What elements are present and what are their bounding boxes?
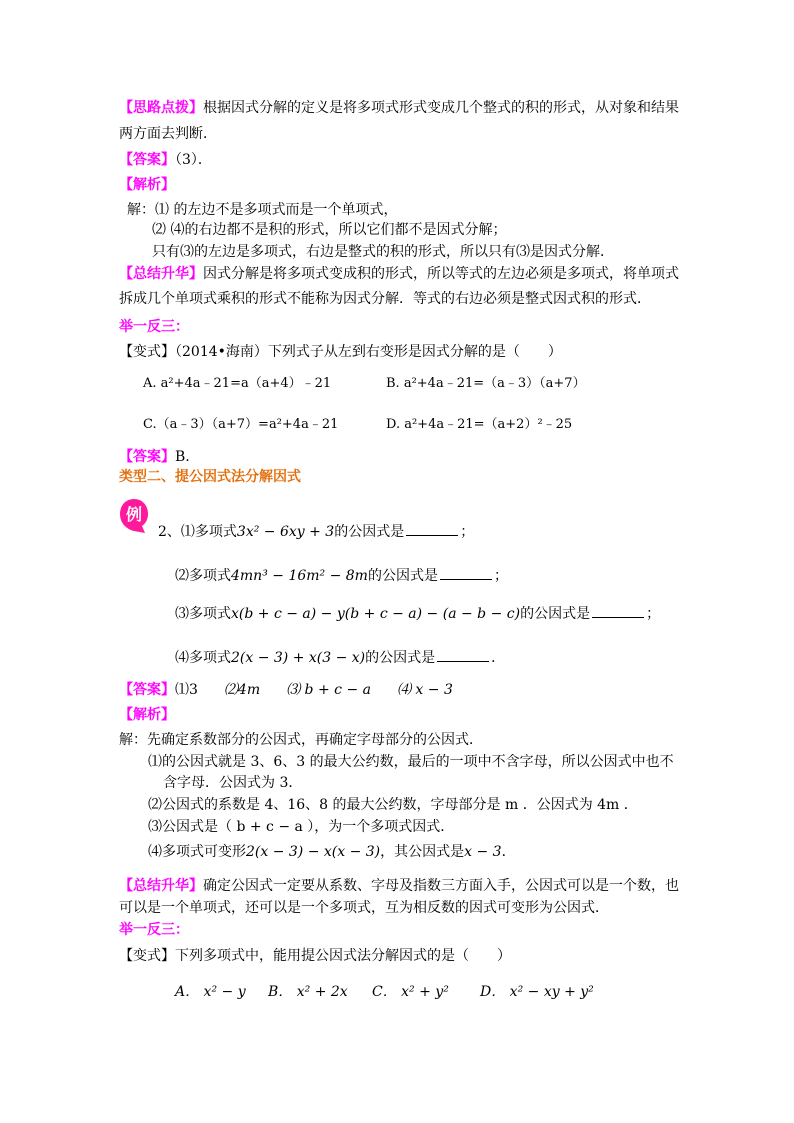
tag-answer: 【答案】 [119, 152, 175, 168]
jiexi-line-2: ⑵ ⑷的右边都不是积的形式，所以它们都不是因式分解； [152, 222, 507, 238]
zongjie2-line-1 [119, 876, 679, 896]
option-a-2: A． x² − y [175, 984, 246, 1000]
answer-value-2: B. [175, 449, 190, 465]
q-line-3 [175, 603, 660, 624]
q-number: 2、 [158, 524, 181, 540]
bianshi-2: 【变式】下列多项式中，能用提公因式法分解因式的是（ ） [119, 948, 511, 964]
tag-zongjie: 【总结升华】 [119, 266, 203, 282]
zongjie-line-1 [119, 264, 679, 284]
silu-text-2: 两方面去判断． [119, 126, 217, 142]
q1-blank [406, 521, 458, 536]
q3-expr: x(b + c − a) − y(b + c − a) − (a − b − c) [231, 606, 521, 622]
q1-pre: ⑴多项式 [180, 524, 237, 540]
jiexi-line-3: 只有⑶的左边是多项式，右边是整式的积的形式，所以只有⑶是因式分解． [152, 244, 614, 260]
j4-pre: ⑷多项式可变形 [148, 844, 246, 860]
option-b-2: B． x² + 2x [268, 984, 348, 1000]
juyi-heading-1: 举一反三： [119, 319, 189, 335]
ans-1: ⑴3 [175, 682, 198, 698]
q-line-1 [158, 521, 474, 542]
q1-expr: 3x² − 6xy + 3 [236, 524, 335, 540]
answer-line-3 [119, 680, 453, 700]
jiexi2-line-0: 解：先确定系数部分的公因式，再确定字母部分的公因式． [119, 732, 483, 748]
zongjie2-text-1: 确定公因式一定要从系数、字母及指数三方面入手，公因式可以是一个数，也 [203, 878, 679, 894]
q4-period: ． [491, 650, 506, 666]
juyi-heading-2: 举一反三： [119, 922, 189, 938]
silu-line-1 [119, 98, 679, 118]
tag-jiexi-1: 【解析】 [119, 177, 175, 193]
ans-2: ⑵4m [223, 682, 261, 698]
j4-ans: x − 3 [464, 844, 502, 860]
bianshi-1: 【变式】（2014•海南）下列式子从左到右变形是因式分解的是（ ） [119, 344, 562, 360]
zongjie2-text-2: 可以是一个单项式，还可以是一个多项式，互为相反数的因式可变形为公因式． [119, 900, 609, 916]
type-title: 类型二、提公因式法分解因式 [119, 469, 301, 485]
q4-pre: ⑷多项式 [175, 650, 231, 666]
jiexi2-line-2: ⑵公因式的系数是 4、16、8 的最大公约数，字母部分是 m ．公因式为 4m ． [148, 797, 638, 813]
q3-semi: ； [646, 606, 661, 622]
q2-post: 的公因式是 [367, 568, 438, 584]
silu-text-1: 根据因式分解的定义是将多项式形式变成几个整式的积的形式，从对象和结果 [203, 100, 679, 116]
tag-jiexi-2: 【解析】 [119, 707, 175, 723]
jiexi2-line-1a: ⑴的公因式就是 3、6、3 的最大公约数，最后的一项中不含字母，所以公因式中也不 [148, 754, 674, 770]
tag-answer-3: 【答案】 [119, 682, 175, 698]
jiexi2-line-4 [148, 842, 516, 862]
q2-blank [440, 565, 492, 580]
q1-semi: ； [460, 524, 475, 540]
option-b-1: B. a²+4a﹣21=（a﹣3）（a+7） [386, 376, 586, 391]
j4-period: ． [501, 844, 516, 860]
q3-blank [592, 603, 644, 618]
q4-blank [437, 647, 489, 662]
q2-semi: ； [493, 568, 508, 584]
option-c-1: C.（a﹣3）（a+7）=a²+4a﹣21 [143, 417, 339, 432]
option-a-1: A. a²+4a﹣21=a（a+4）﹣21 [143, 376, 332, 391]
q1-post: 的公因式是 [334, 524, 405, 540]
zongjie-text-2: 拆成几个单项式乘积的形式不能称为因式分解．等式的右边必须是整式因式积的形式． [119, 291, 651, 307]
jiexi2-line-1b: 含字母．公因式为 3． [163, 775, 303, 791]
tag-zongjie-2: 【总结升华】 [119, 878, 203, 894]
jiexi-line-1: 解：⑴ 的左边不是多项式而是一个单项式， [127, 202, 398, 218]
zongjie-text-1: 因式分解是将多项式变成积的形式，所以等式的左边必须是多项式，将单项式 [203, 266, 679, 282]
option-c-2: C． x² + y² [372, 984, 449, 1000]
q-line-4 [175, 647, 505, 668]
ans-3: ⑶ b + c − a [286, 682, 371, 698]
tag-answer-2: 【答案】 [119, 449, 175, 465]
option-d-2: D． x² − xy + y² [480, 984, 594, 1000]
q4-expr: 2(x − 3) + x(3 − x) [231, 650, 366, 666]
q2-expr: 4mn³ − 16m² − 8m [231, 568, 368, 584]
answer-line-1 [119, 150, 212, 170]
q2-pre: ⑵多项式 [175, 568, 231, 584]
jiexi2-line-3: ⑶公因式是（ b + c − a ），为一个多项式因式． [148, 819, 455, 835]
j4-mid: ，其公因式是 [380, 844, 465, 860]
answer-line-2 [119, 447, 190, 467]
q3-pre: ⑶多项式 [175, 606, 231, 622]
ans-4: ⑷ x − 3 [396, 682, 453, 698]
j4-expr: 2(x − 3) − x(x − 3) [246, 844, 381, 860]
example-badge-icon [119, 498, 149, 534]
option-d-1: D. a²+4a﹣21=（a+2）²﹣25 [386, 417, 573, 432]
q3-post: 的公因式是 [520, 606, 591, 622]
q4-post: 的公因式是 [365, 650, 436, 666]
tag-silu: 【思路点拨】 [119, 100, 203, 116]
q-line-2 [175, 565, 508, 586]
badge-label: 例 [125, 505, 143, 524]
answer-value-1: （3）． [175, 152, 212, 168]
